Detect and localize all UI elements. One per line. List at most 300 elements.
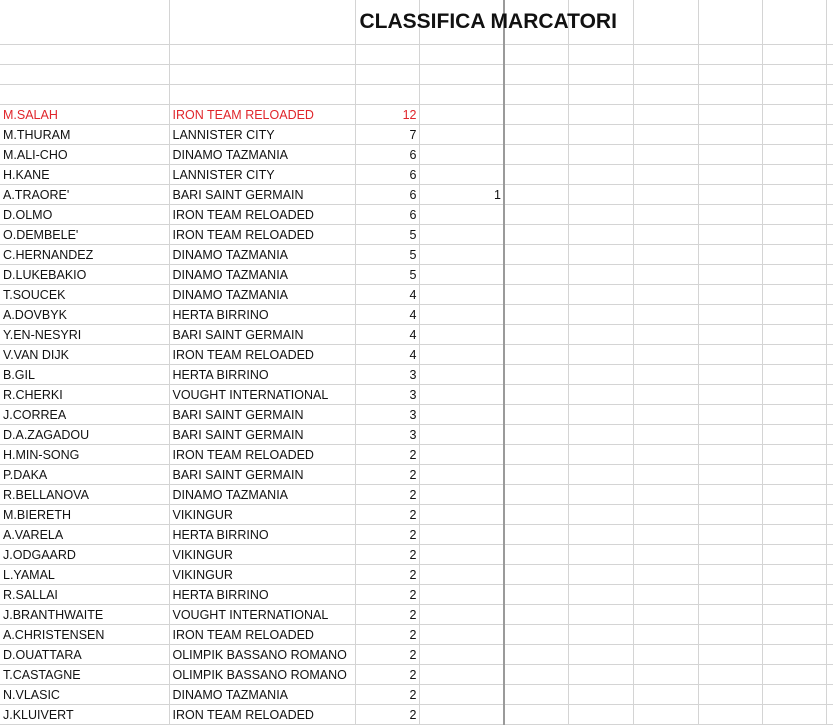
- extra-cell[interactable]: [419, 305, 504, 325]
- cell[interactable]: [504, 245, 568, 265]
- player-name-cell[interactable]: T.CASTAGNE: [0, 665, 169, 685]
- cell[interactable]: [568, 545, 633, 565]
- cell[interactable]: [698, 685, 762, 705]
- cell[interactable]: [762, 485, 826, 505]
- cell[interactable]: [504, 105, 568, 125]
- team-name-cell[interactable]: VOUGHT INTERNATIONAL: [169, 385, 355, 405]
- goals-cell[interactable]: 4: [355, 325, 419, 345]
- cell[interactable]: [633, 585, 698, 605]
- player-name-cell[interactable]: M.SALAH: [0, 105, 169, 125]
- cell[interactable]: [504, 625, 568, 645]
- cell[interactable]: [762, 285, 826, 305]
- cell[interactable]: [568, 225, 633, 245]
- player-name-cell[interactable]: N.VLASIC: [0, 685, 169, 705]
- cell[interactable]: [633, 365, 698, 385]
- cell[interactable]: [633, 345, 698, 365]
- cell[interactable]: [762, 325, 826, 345]
- goals-cell[interactable]: 2: [355, 545, 419, 565]
- cell[interactable]: [826, 405, 833, 425]
- cell[interactable]: [504, 325, 568, 345]
- cell[interactable]: [568, 325, 633, 345]
- cell[interactable]: [633, 205, 698, 225]
- cell[interactable]: [504, 565, 568, 585]
- extra-cell[interactable]: [419, 445, 504, 465]
- cell[interactable]: [568, 465, 633, 485]
- cell[interactable]: [504, 305, 568, 325]
- team-name-cell[interactable]: BARI SAINT GERMAIN: [169, 325, 355, 345]
- cell[interactable]: [169, 85, 355, 105]
- cell[interactable]: [698, 505, 762, 525]
- cell[interactable]: [633, 265, 698, 285]
- cell[interactable]: [504, 185, 568, 205]
- team-name-cell[interactable]: IRON TEAM RELOADED: [169, 625, 355, 645]
- cell[interactable]: [633, 165, 698, 185]
- cell[interactable]: [504, 465, 568, 485]
- cell[interactable]: [419, 85, 504, 105]
- team-name-cell[interactable]: HERTA BIRRINO: [169, 525, 355, 545]
- goals-cell[interactable]: 6: [355, 185, 419, 205]
- cell[interactable]: [633, 665, 698, 685]
- cell[interactable]: [698, 605, 762, 625]
- cell[interactable]: [826, 705, 833, 725]
- cell[interactable]: [504, 125, 568, 145]
- extra-cell[interactable]: [419, 665, 504, 685]
- cell[interactable]: [504, 525, 568, 545]
- team-name-cell[interactable]: LANNISTER CITY: [169, 125, 355, 145]
- team-name-cell[interactable]: LANNISTER CITY: [169, 165, 355, 185]
- cell[interactable]: [826, 465, 833, 485]
- cell[interactable]: [762, 245, 826, 265]
- player-name-cell[interactable]: D.OUATTARA: [0, 645, 169, 665]
- cell[interactable]: [698, 425, 762, 445]
- player-name-cell[interactable]: R.SALLAI: [0, 585, 169, 605]
- goals-cell[interactable]: 2: [355, 505, 419, 525]
- cell[interactable]: [568, 565, 633, 585]
- cell[interactable]: [698, 205, 762, 225]
- cell[interactable]: [633, 485, 698, 505]
- cell[interactable]: [504, 65, 568, 85]
- cell[interactable]: [568, 65, 633, 85]
- extra-cell[interactable]: [419, 265, 504, 285]
- player-name-cell[interactable]: J.CORREA: [0, 405, 169, 425]
- cell[interactable]: [633, 45, 698, 65]
- cell[interactable]: [762, 505, 826, 525]
- cell[interactable]: [826, 445, 833, 465]
- cell[interactable]: [698, 145, 762, 165]
- cell[interactable]: [0, 0, 169, 45]
- cell[interactable]: [633, 105, 698, 125]
- cell[interactable]: [698, 645, 762, 665]
- cell[interactable]: [698, 525, 762, 545]
- goals-cell[interactable]: 6: [355, 145, 419, 165]
- player-name-cell[interactable]: L.YAMAL: [0, 565, 169, 585]
- cell[interactable]: [568, 605, 633, 625]
- cell[interactable]: [504, 45, 568, 65]
- extra-cell[interactable]: [419, 585, 504, 605]
- player-name-cell[interactable]: O.DEMBELE': [0, 225, 169, 245]
- cell[interactable]: [698, 85, 762, 105]
- team-name-cell[interactable]: DINAMO TAZMANIA: [169, 285, 355, 305]
- cell[interactable]: [504, 545, 568, 565]
- cell[interactable]: [826, 0, 833, 45]
- cell[interactable]: [698, 45, 762, 65]
- cell[interactable]: [762, 125, 826, 145]
- cell[interactable]: [568, 345, 633, 365]
- cell[interactable]: [504, 685, 568, 705]
- cell[interactable]: [633, 65, 698, 85]
- player-name-cell[interactable]: A.DOVBYK: [0, 305, 169, 325]
- team-name-cell[interactable]: IRON TEAM RELOADED: [169, 445, 355, 465]
- cell[interactable]: [762, 545, 826, 565]
- cell[interactable]: [762, 0, 826, 45]
- cell[interactable]: [762, 645, 826, 665]
- cell[interactable]: [568, 245, 633, 265]
- cell[interactable]: [355, 45, 419, 65]
- team-name-cell[interactable]: IRON TEAM RELOADED: [169, 105, 355, 125]
- cell[interactable]: [568, 705, 633, 725]
- cell[interactable]: [826, 625, 833, 645]
- cell[interactable]: [504, 585, 568, 605]
- team-name-cell[interactable]: HERTA BIRRINO: [169, 585, 355, 605]
- player-name-cell[interactable]: M.ALI-CHO: [0, 145, 169, 165]
- goals-cell[interactable]: 2: [355, 705, 419, 725]
- cell[interactable]: [698, 585, 762, 605]
- goals-cell[interactable]: 5: [355, 225, 419, 245]
- cell[interactable]: [826, 685, 833, 705]
- cell[interactable]: [762, 585, 826, 605]
- cell[interactable]: [568, 625, 633, 645]
- cell[interactable]: [568, 185, 633, 205]
- cell[interactable]: [762, 705, 826, 725]
- cell[interactable]: [698, 225, 762, 245]
- goals-cell[interactable]: 6: [355, 165, 419, 185]
- cell[interactable]: [698, 405, 762, 425]
- cell[interactable]: [419, 45, 504, 65]
- cell[interactable]: [762, 625, 826, 645]
- cell[interactable]: [504, 85, 568, 105]
- cell[interactable]: [826, 45, 833, 65]
- player-name-cell[interactable]: C.HERNANDEZ: [0, 245, 169, 265]
- player-name-cell[interactable]: R.CHERKI: [0, 385, 169, 405]
- cell[interactable]: [826, 145, 833, 165]
- cell[interactable]: [504, 285, 568, 305]
- cell[interactable]: [568, 265, 633, 285]
- cell[interactable]: [762, 65, 826, 85]
- cell[interactable]: [826, 105, 833, 125]
- team-name-cell[interactable]: DINAMO TAZMANIA: [169, 265, 355, 285]
- cell[interactable]: [698, 65, 762, 85]
- cell[interactable]: [762, 265, 826, 285]
- cell[interactable]: [568, 485, 633, 505]
- cell[interactable]: [826, 285, 833, 305]
- extra-cell[interactable]: [419, 325, 504, 345]
- cell[interactable]: [504, 205, 568, 225]
- cell[interactable]: [762, 665, 826, 685]
- cell[interactable]: [504, 425, 568, 445]
- cell[interactable]: [762, 345, 826, 365]
- cell[interactable]: [568, 445, 633, 465]
- goals-cell[interactable]: 2: [355, 465, 419, 485]
- cell[interactable]: [504, 485, 568, 505]
- cell[interactable]: [355, 85, 419, 105]
- extra-cell[interactable]: [419, 165, 504, 185]
- extra-cell[interactable]: [419, 465, 504, 485]
- extra-cell[interactable]: [419, 145, 504, 165]
- cell[interactable]: [826, 545, 833, 565]
- cell[interactable]: [633, 225, 698, 245]
- team-name-cell[interactable]: HERTA BIRRINO: [169, 305, 355, 325]
- cell[interactable]: [633, 385, 698, 405]
- cell[interactable]: [0, 65, 169, 85]
- cell[interactable]: [568, 205, 633, 225]
- cell[interactable]: [355, 65, 419, 85]
- player-name-cell[interactable]: H.KANE: [0, 165, 169, 185]
- player-name-cell[interactable]: D.A.ZAGADOU: [0, 425, 169, 445]
- cell[interactable]: [826, 345, 833, 365]
- cell[interactable]: [568, 665, 633, 685]
- goals-cell[interactable]: 2: [355, 605, 419, 625]
- player-name-cell[interactable]: B.GIL: [0, 365, 169, 385]
- cell[interactable]: [762, 385, 826, 405]
- cell[interactable]: [568, 645, 633, 665]
- cell[interactable]: [169, 0, 355, 45]
- extra-cell[interactable]: [419, 245, 504, 265]
- cell[interactable]: [633, 85, 698, 105]
- cell[interactable]: [419, 65, 504, 85]
- cell[interactable]: [698, 385, 762, 405]
- cell[interactable]: [698, 625, 762, 645]
- team-name-cell[interactable]: BARI SAINT GERMAIN: [169, 405, 355, 425]
- goals-cell[interactable]: 4: [355, 285, 419, 305]
- cell[interactable]: [826, 245, 833, 265]
- goals-cell[interactable]: 4: [355, 345, 419, 365]
- cell[interactable]: [826, 185, 833, 205]
- cell[interactable]: [762, 365, 826, 385]
- cell[interactable]: [504, 265, 568, 285]
- team-name-cell[interactable]: VIKINGUR: [169, 545, 355, 565]
- goals-cell[interactable]: 2: [355, 585, 419, 605]
- cell[interactable]: [504, 345, 568, 365]
- sheet-title[interactable]: CLASSIFICA MARCATORI: [355, 0, 419, 45]
- cell[interactable]: [169, 65, 355, 85]
- extra-cell[interactable]: [419, 485, 504, 505]
- cell[interactable]: [504, 165, 568, 185]
- cell[interactable]: [762, 105, 826, 125]
- cell[interactable]: [568, 425, 633, 445]
- extra-cell[interactable]: [419, 605, 504, 625]
- cell[interactable]: [633, 445, 698, 465]
- cell[interactable]: [698, 325, 762, 345]
- team-name-cell[interactable]: IRON TEAM RELOADED: [169, 205, 355, 225]
- cell[interactable]: [568, 105, 633, 125]
- cell[interactable]: [826, 265, 833, 285]
- team-name-cell[interactable]: IRON TEAM RELOADED: [169, 705, 355, 725]
- cell[interactable]: [504, 665, 568, 685]
- cell[interactable]: [568, 365, 633, 385]
- team-name-cell[interactable]: BARI SAINT GERMAIN: [169, 185, 355, 205]
- goals-cell[interactable]: 2: [355, 525, 419, 545]
- cell[interactable]: [568, 145, 633, 165]
- cell[interactable]: [0, 85, 169, 105]
- goals-cell[interactable]: 12: [355, 105, 419, 125]
- team-name-cell[interactable]: DINAMO TAZMANIA: [169, 685, 355, 705]
- cell[interactable]: [568, 585, 633, 605]
- cell[interactable]: [826, 585, 833, 605]
- goals-cell[interactable]: 2: [355, 485, 419, 505]
- cell[interactable]: [633, 425, 698, 445]
- extra-cell[interactable]: [419, 125, 504, 145]
- extra-cell[interactable]: [419, 705, 504, 725]
- player-name-cell[interactable]: T.SOUCEK: [0, 285, 169, 305]
- team-name-cell[interactable]: HERTA BIRRINO: [169, 365, 355, 385]
- cell[interactable]: [698, 365, 762, 385]
- extra-cell[interactable]: [419, 525, 504, 545]
- cell[interactable]: [762, 85, 826, 105]
- goals-cell[interactable]: 4: [355, 305, 419, 325]
- cell[interactable]: [826, 645, 833, 665]
- team-name-cell[interactable]: IRON TEAM RELOADED: [169, 345, 355, 365]
- cell[interactable]: [633, 545, 698, 565]
- cell[interactable]: [504, 365, 568, 385]
- goals-cell[interactable]: 2: [355, 445, 419, 465]
- cell[interactable]: [633, 405, 698, 425]
- cell[interactable]: [826, 425, 833, 445]
- cell[interactable]: [568, 305, 633, 325]
- cell[interactable]: [633, 465, 698, 485]
- cell[interactable]: [826, 485, 833, 505]
- team-name-cell[interactable]: VIKINGUR: [169, 565, 355, 585]
- extra-cell[interactable]: [419, 205, 504, 225]
- goals-cell[interactable]: 2: [355, 625, 419, 645]
- cell[interactable]: [698, 185, 762, 205]
- cell[interactable]: [504, 505, 568, 525]
- cell[interactable]: [826, 325, 833, 345]
- cell[interactable]: [698, 465, 762, 485]
- cell[interactable]: [698, 545, 762, 565]
- cell[interactable]: [826, 205, 833, 225]
- goals-cell[interactable]: 2: [355, 645, 419, 665]
- cell[interactable]: [633, 245, 698, 265]
- cell[interactable]: [633, 145, 698, 165]
- cell[interactable]: [698, 665, 762, 685]
- cell[interactable]: [633, 645, 698, 665]
- player-name-cell[interactable]: V.VAN DIJK: [0, 345, 169, 365]
- cell[interactable]: [698, 305, 762, 325]
- cell[interactable]: [826, 365, 833, 385]
- extra-cell[interactable]: [419, 565, 504, 585]
- extra-cell[interactable]: [419, 105, 504, 125]
- cell[interactable]: [633, 125, 698, 145]
- extra-cell[interactable]: [419, 285, 504, 305]
- player-name-cell[interactable]: P.DAKA: [0, 465, 169, 485]
- cell[interactable]: [504, 145, 568, 165]
- team-name-cell[interactable]: DINAMO TAZMANIA: [169, 245, 355, 265]
- cell[interactable]: [698, 565, 762, 585]
- cell[interactable]: [762, 525, 826, 545]
- team-name-cell[interactable]: VOUGHT INTERNATIONAL: [169, 605, 355, 625]
- cell[interactable]: [698, 0, 762, 45]
- cell[interactable]: [698, 485, 762, 505]
- cell[interactable]: [504, 705, 568, 725]
- cell[interactable]: [826, 605, 833, 625]
- cell[interactable]: [698, 105, 762, 125]
- cell[interactable]: [504, 605, 568, 625]
- player-name-cell[interactable]: J.ODGAARD: [0, 545, 169, 565]
- extra-cell[interactable]: [419, 425, 504, 445]
- player-name-cell[interactable]: J.KLUIVERT: [0, 705, 169, 725]
- player-name-cell[interactable]: A.CHRISTENSEN: [0, 625, 169, 645]
- cell[interactable]: [762, 465, 826, 485]
- cell[interactable]: [633, 285, 698, 305]
- team-name-cell[interactable]: DINAMO TAZMANIA: [169, 145, 355, 165]
- cell[interactable]: [762, 605, 826, 625]
- cell[interactable]: [762, 305, 826, 325]
- player-name-cell[interactable]: M.THURAM: [0, 125, 169, 145]
- player-name-cell[interactable]: H.MIN-SONG: [0, 445, 169, 465]
- extra-cell[interactable]: [419, 365, 504, 385]
- cell[interactable]: [826, 525, 833, 545]
- cell[interactable]: [826, 125, 833, 145]
- cell[interactable]: [826, 565, 833, 585]
- cell[interactable]: [762, 185, 826, 205]
- goals-cell[interactable]: 3: [355, 405, 419, 425]
- cell[interactable]: [826, 85, 833, 105]
- cell[interactable]: [568, 125, 633, 145]
- cell[interactable]: [698, 125, 762, 145]
- cell[interactable]: [504, 225, 568, 245]
- player-name-cell[interactable]: R.BELLANOVA: [0, 485, 169, 505]
- cell[interactable]: [762, 45, 826, 65]
- cell[interactable]: [568, 285, 633, 305]
- cell[interactable]: [504, 645, 568, 665]
- cell[interactable]: [762, 565, 826, 585]
- extra-cell[interactable]: [419, 225, 504, 245]
- cell[interactable]: [762, 205, 826, 225]
- cell[interactable]: [698, 265, 762, 285]
- goals-cell[interactable]: 7: [355, 125, 419, 145]
- cell[interactable]: [633, 0, 698, 45]
- cell[interactable]: [633, 505, 698, 525]
- cell[interactable]: [504, 385, 568, 405]
- cell[interactable]: [568, 405, 633, 425]
- cell[interactable]: [698, 285, 762, 305]
- extra-cell[interactable]: [419, 645, 504, 665]
- cell[interactable]: [0, 45, 169, 65]
- cell[interactable]: [698, 345, 762, 365]
- player-name-cell[interactable]: J.BRANTHWAITE: [0, 605, 169, 625]
- extra-cell[interactable]: [419, 505, 504, 525]
- cell[interactable]: [698, 445, 762, 465]
- cell[interactable]: [633, 685, 698, 705]
- cell[interactable]: [568, 385, 633, 405]
- extra-cell[interactable]: 1: [419, 185, 504, 205]
- goals-cell[interactable]: 3: [355, 385, 419, 405]
- extra-cell[interactable]: [419, 385, 504, 405]
- cell[interactable]: [169, 45, 355, 65]
- player-name-cell[interactable]: A.VARELA: [0, 525, 169, 545]
- goals-cell[interactable]: 2: [355, 665, 419, 685]
- goals-cell[interactable]: 5: [355, 245, 419, 265]
- cell[interactable]: [504, 405, 568, 425]
- cell[interactable]: [762, 405, 826, 425]
- team-name-cell[interactable]: BARI SAINT GERMAIN: [169, 425, 355, 445]
- cell[interactable]: [698, 245, 762, 265]
- extra-cell[interactable]: [419, 405, 504, 425]
- cell[interactable]: [633, 625, 698, 645]
- cell[interactable]: [633, 705, 698, 725]
- team-name-cell[interactable]: OLIMPIK BASSANO ROMANO: [169, 665, 355, 685]
- cell[interactable]: [568, 685, 633, 705]
